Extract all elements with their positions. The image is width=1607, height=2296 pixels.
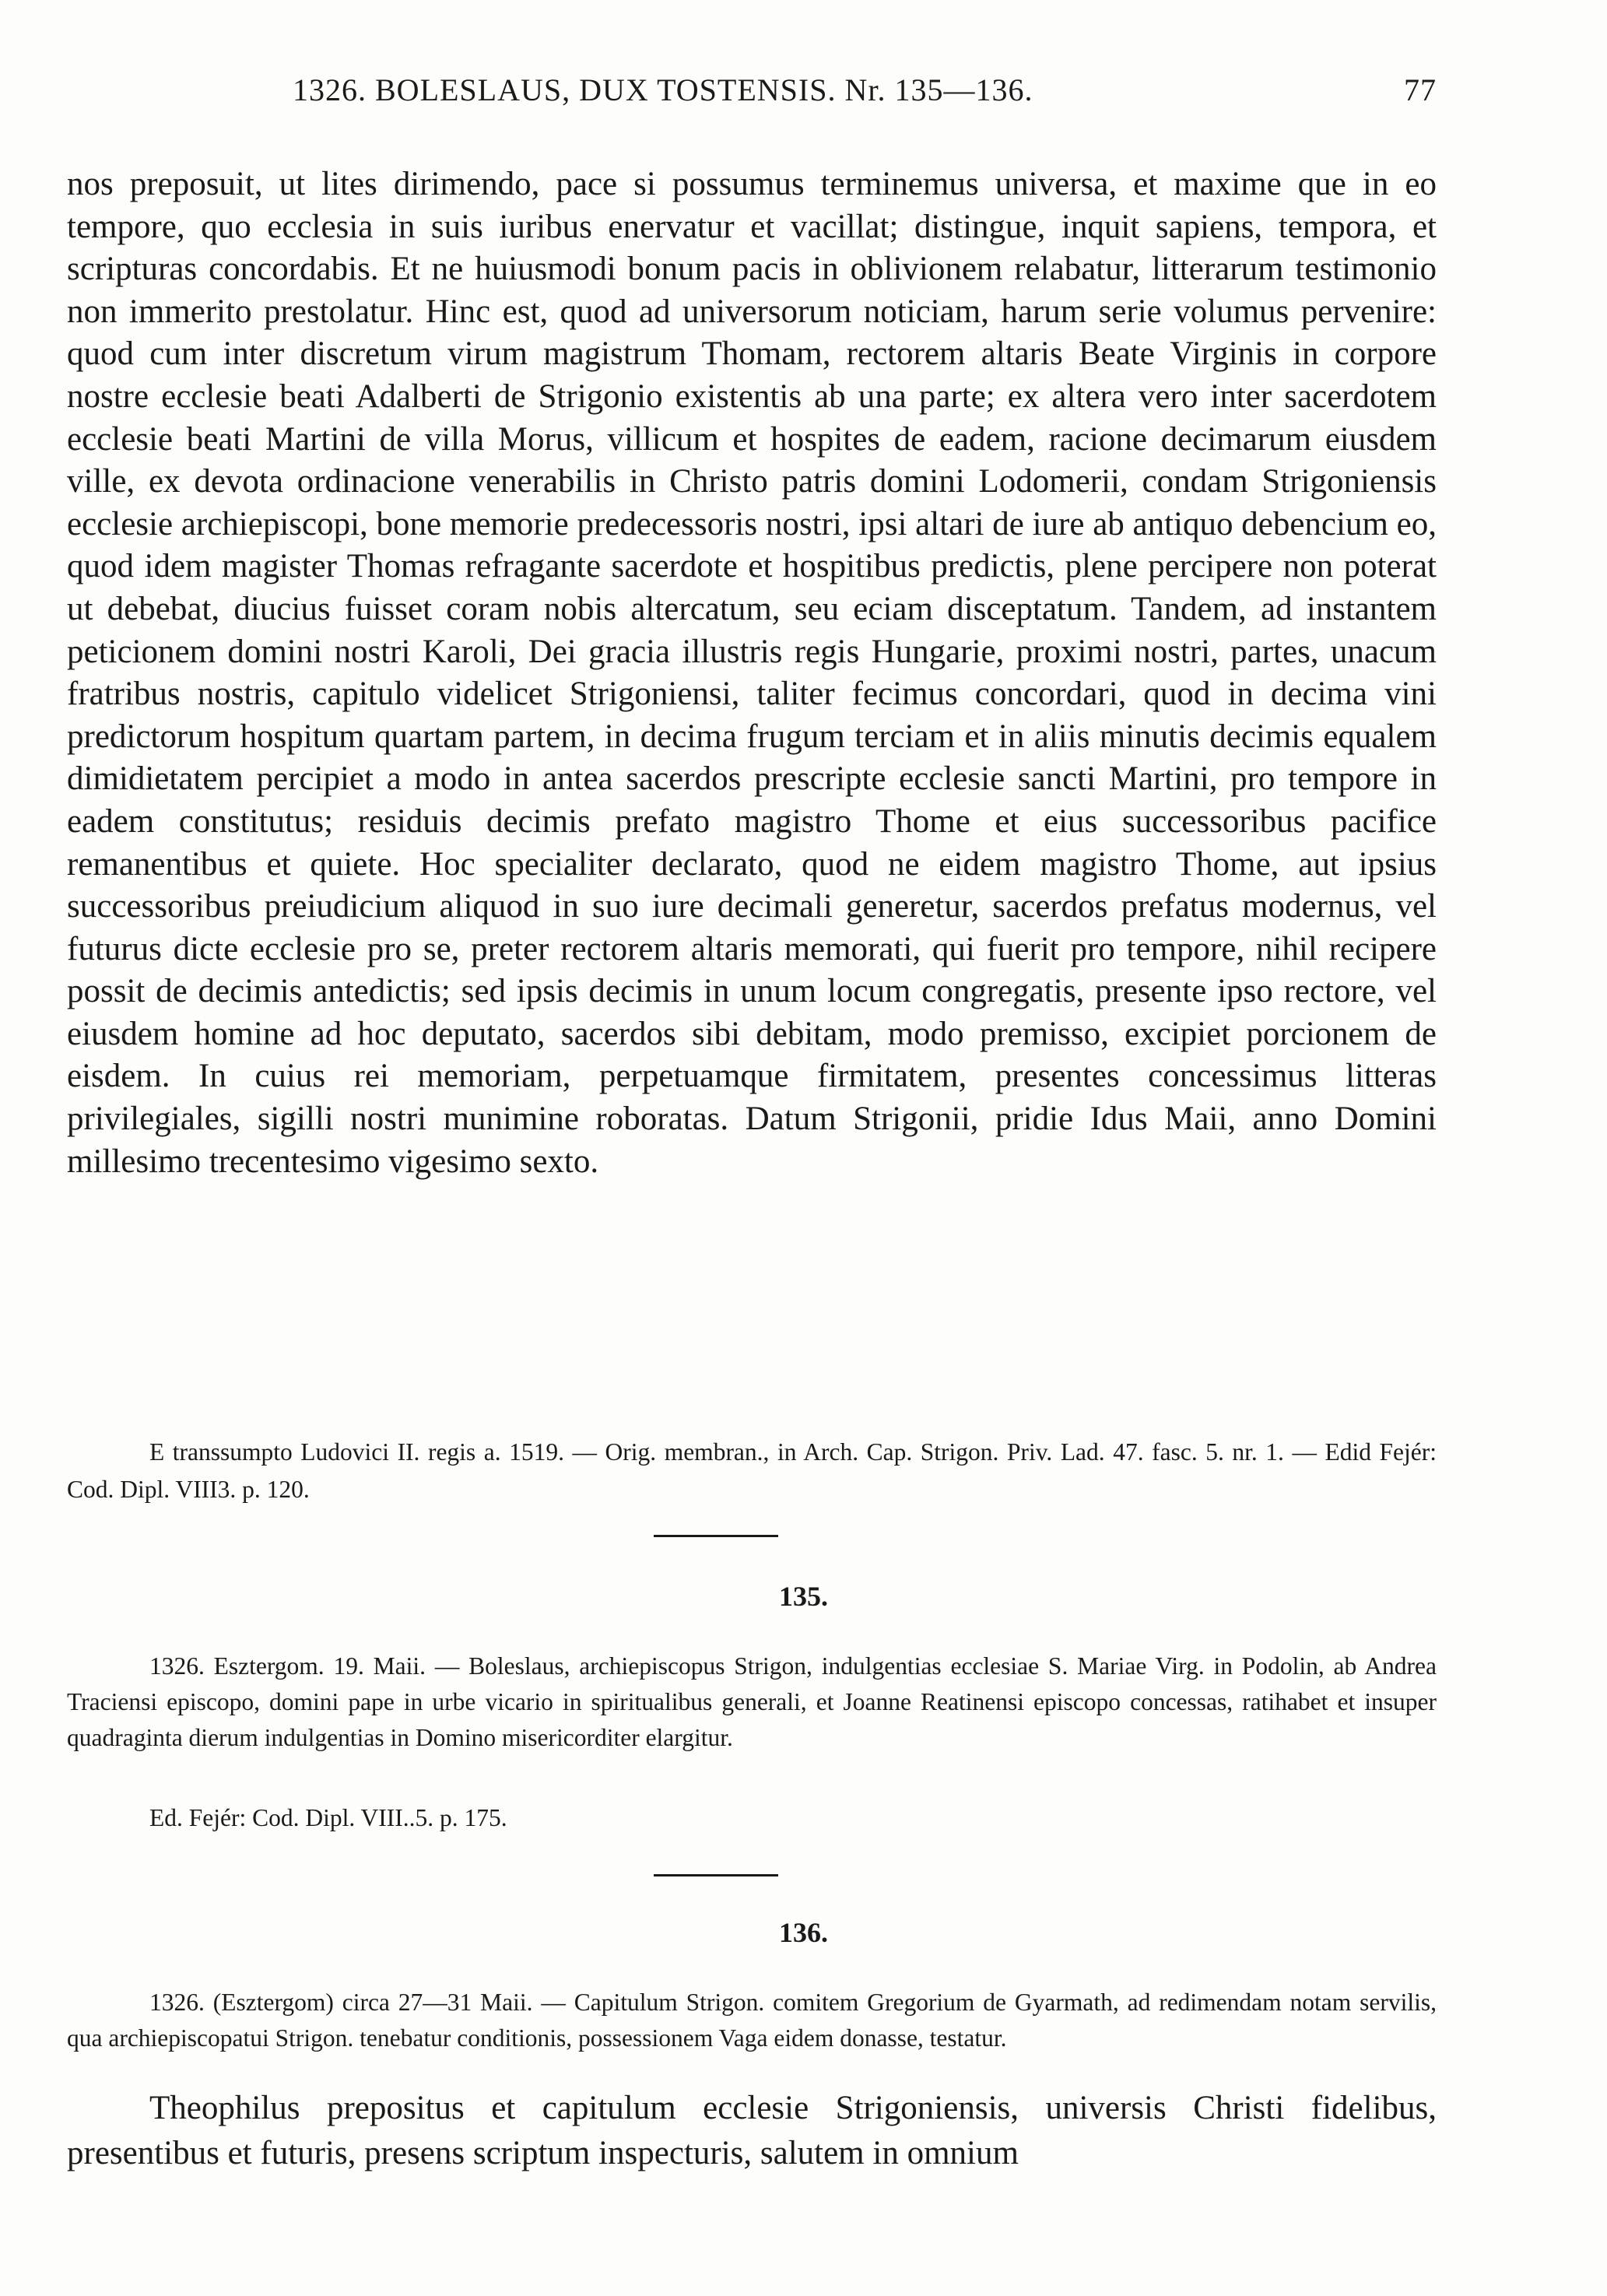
regest-136 (67, 1985, 1437, 2056)
charter-136-opening: Theophilus prepositus et capitulum ecclesie Strigoniensis, universis Christi fidelibus, presentibus et futuris, presens scriptum inspecturis, salutem in omnium (67, 2090, 1437, 2171)
regest-135 (67, 1648, 1437, 1756)
regest-136-text: 1326. (Esztergom) circa 27—31 Maii. — Capitulum Strigon. comitem Gregorium de Gyarmath, ad redimendam notam servilis, qua archiepiscopatui Strigon. tenebatur conditionis, possessionem Vaga eidem donasse, testatur. (67, 1989, 1437, 2052)
document-number-136: 136. (779, 1917, 828, 1948)
document-number-135: 135. (779, 1581, 828, 1612)
charter-136-text (67, 2086, 1437, 2176)
page-number: 77 (1404, 72, 1437, 107)
separator-rule (654, 1535, 778, 1537)
running-title: 1326. BOLESLAUS, DUX TOSTENSIS. Nr. 135—136. (293, 72, 1033, 107)
charter-paragraph: nos preposuit, ut lites dirimendo, pace si possumus terminemus universa, et maxime que in eo tempore, quo ecclesia in suis iuribus enervatur et vacillat; distingue, inquit sapiens, tempora, et scripturas concordabis. Et ne huiusmodi bonum pacis in oblivionem relabatur, litterarum testimonio non immerito prestolatur. Hinc est, quod ad universorum noticiam, harum serie volumus pervenire: quod cum inter discretum virum magistrum Thomam, rectorem altaris Beate Virginis in corpore nostre ecclesie beati Adalberti de Strigonio existentis ab una parte; ex altera vero inter sacerdotem ecclesie beati Martini de villa Morus, villicum et hospites de eadem, racione decimarum eiusdem ville, ex devota ordinacione venerabilis in Christo patris domini Lodomerii, condam Strigoniensis ecclesie archiepiscopi, bone memorie predecessoris nostri, ipsi altari de iure ab antiquo debencium eo, quod idem magister Thomas refragante sacerdote et hospitibus predictis, plene percipere non poterat ut debebat, diucius fuisset coram nobis altercatum, seu eciam disceptatum. Tandem, ad instantem peticionem domini nostri Karoli, Dei gracia illustris regis Hungarie, proximi nostri, partes, unacum fratribus nostris, capitulo videlicet Strigoniensi, taliter fecimus concordari, quod in decima vini predictorum hospitum quartam partem, in decima frugum terciam et in aliis minutis decimis equalem dimidietatem percipiet a modo in antea sacerdos prescripte ecclesie sancti Martini, pro tempore in eadem constitutus; residuis decimis prefato magistro Thome et eius successoribus pacifice remanentibus et quiete. Hoc specialiter declarato, quod ne eidem magistro Thome, aut ipsius successoribus preiudicium aliquod in suo iure decimali generetur, sacerdos prefatus modernus, vel futurus dicte ecclesie pro se, preter rectorem altaris memorati, qui fuerit pro tempore, nihil recipere possit de decimis antedictis; sed ipsis decimis in unum locum congregatis, presente ipso rectore, vel eiusdem homine ad hoc deputato, sacerdos sibi debitam, modo premisso, excipiet porcionem de eisdem. In cuius rei memoriam, perpetuamque firmitatem, presentes concessimus litteras privilegiales, sigilli nostri munimine roboratas. Datum Strigonii, pridie Idus Maii, anno Domini millesimo trecentesimo vigesimo sexto. (67, 166, 1437, 1180)
charter-text (67, 163, 1437, 1183)
source-note-text: E transsumpto Ludovici II. regis a. 1519. — Orig. membran., in Arch. Cap. Strigon. Priv. Lad. 47. fasc. 5. nr. 1. — Edid Fejér: Cod. Dipl. VIII3. p. 120. (67, 1438, 1437, 1503)
edition-note-135: Ed. Fejér: Cod. Dipl. VIII..5. p. 175. (149, 1804, 507, 1831)
regest-135-text: 1326. Esztergom. 19. Maii. — Boleslaus, archiepiscopus Strigon, indulgentias ecclesiae S. Mariae Virg. in Podolin, ab Andrea Traciensi episcopo, domini pape in urbe vicario in spiritualibus generali, et Joanne Reatinensi episcopo concessas, ratihabet et insuper quadraginta dierum indulgentias in Domino misericorditer elargitur. (67, 1652, 1437, 1751)
separator-rule (654, 1874, 778, 1876)
source-note (67, 1434, 1437, 1508)
